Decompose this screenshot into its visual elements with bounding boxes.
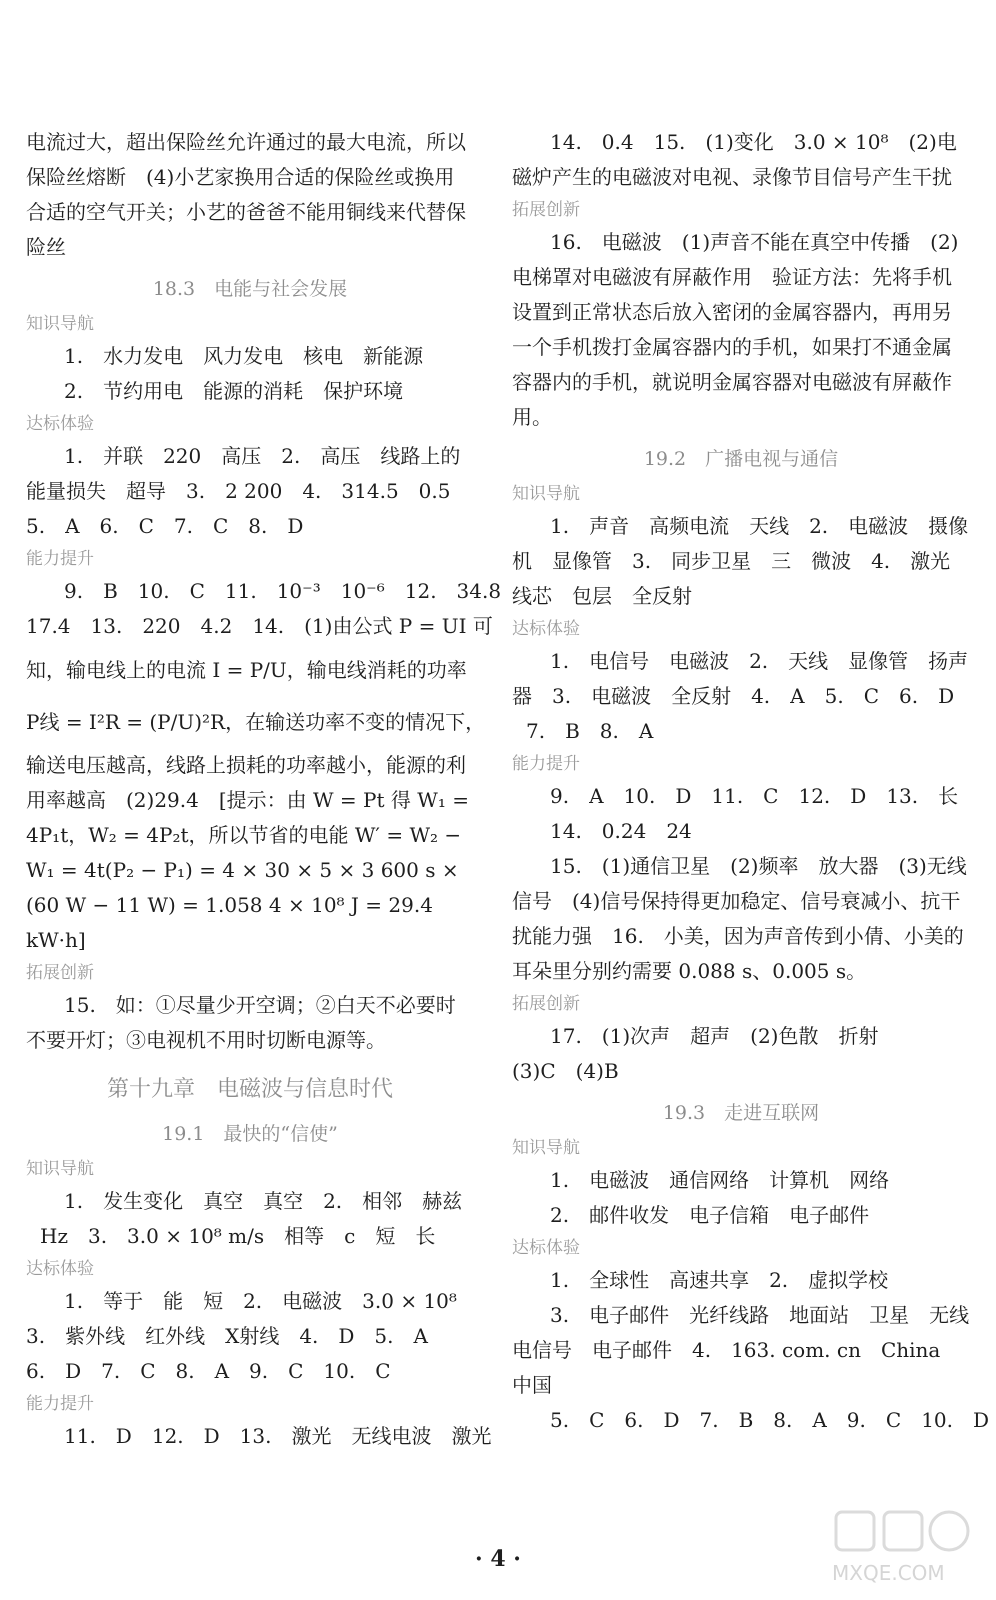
answer-line: 14. 0.24 24 [550, 819, 692, 843]
label-ability-improvement: 能力提升 [26, 549, 94, 569]
section-title-19-3: 19.3 走进互联网 [662, 1102, 820, 1124]
answer-line: 5. A 6. C 7. C 8. D [26, 514, 304, 538]
answer-line: 1. 电磁波 通信网络 计算机 网络 [550, 1168, 890, 1192]
label-extension-innovation: 拓展创新 [26, 963, 94, 983]
label-knowledge-guide: 知识导航 [26, 1159, 94, 1179]
left-column [26, 125, 502, 1454]
label-extension-innovation: 拓展创新 [512, 200, 580, 220]
answer-line: 9. B 10. C 11. 10⁻³ 10⁻⁶ 12. 34.8 [64, 579, 502, 603]
answer-paragraph: 15. 如：①尽量少开空调；②白天不必要时不要开灯；③电视机不用时切断电源等。 [26, 993, 456, 1052]
label-extension-innovation: 拓展创新 [512, 994, 580, 1014]
answer-paragraph: 15. (1)通信卫星 (2)频率 放大器 (3)无线信号 (4)信号保持得更加稳定、信号衰减小、抗干扰能力强 16. 小美，因为声音传到小倩、小美的耳朵里分别约需要 0.088 s、0.005 s。 [512, 854, 967, 983]
right-column [512, 125, 990, 1438]
page-number: · 4 · [475, 1546, 521, 1572]
watermark-logo [828, 1506, 978, 1588]
label-knowledge-guide: 知识导航 [512, 1138, 580, 1158]
section-title-19-2: 19.2 广播电视与通信 [643, 448, 839, 470]
answer-line: (3)C (4)B [512, 1059, 619, 1083]
answer-line: 1. 发生变化 真空 真空 2. 相邻 赫兹 [64, 1189, 463, 1213]
answer-paragraph: 1. 并联 220 高压 2. 高压 线路上的能量损失 超导 3. 2 200 4. 314.5 0.5 [26, 444, 461, 503]
label-standard-practice: 达标体验 [512, 619, 580, 639]
answer-paragraph: 1. 声音 高频电流 天线 2. 电磁波 摄像机 显像管 3. 同步卫星 三 微波 4. 激光 线芯 包层 全反射 [512, 514, 971, 608]
answer-line: 2. 节约用电 能源的消耗 保护环境 [64, 379, 404, 403]
answer-continuation: 电流过大，超出保险丝允许通过的最大电流，所以保险丝熔断 (4)小艺家换用合适的保险丝或换用合适的空气开关；小艺的爸爸不能用铜线来代替保险丝 [26, 130, 466, 259]
answer-paragraph: 1. 电信号 电磁波 2. 天线 显像管 扬声器 3. 电磁波 全反射 4. A 5. C 6. D [512, 649, 969, 708]
answer-line: 1. 水力发电 风力发电 核电 新能源 [64, 344, 424, 368]
answer-line: 17. (1)次声 超声 (2)色散 折射 [550, 1024, 879, 1048]
answer-line: 17.4 13. 220 4.2 14. (1)由公式 P = UI 可 [26, 614, 493, 638]
answer-line: 11. D 12. D 13. 激光 无线电波 激光 [64, 1424, 492, 1448]
chapter-title-19: 第十九章 电磁波与信息时代 [106, 1077, 393, 1102]
section-title-19-1: 19.1 最快的“信使” [162, 1123, 338, 1145]
answer-paragraph: 14. 0.4 15. (1)变化 3.0 × 10⁸ (2)电磁炉产生的电磁波对电视、录像节目信号产生干扰 [512, 130, 957, 189]
label-standard-practice: 达标体验 [26, 1259, 94, 1279]
answer-line: 7. B 8. A [526, 719, 654, 743]
answer-line: 1. 全球性 高速共享 2. 虚拟学校 [550, 1268, 889, 1292]
answer-line: Hz 3. 3.0 × 10⁸ m/s 相等 c 短 长 [40, 1224, 436, 1248]
label-standard-practice: 达标体验 [512, 1238, 580, 1258]
label-ability-improvement: 能力提升 [26, 1394, 94, 1414]
label-knowledge-guide: 知识导航 [26, 314, 94, 334]
answer-paragraph: 3. 电子邮件 光纤线路 地面站 卫星 无线电信号 电子邮件 4. 163. com. cn China 中国 [512, 1303, 970, 1397]
answer-line: 6. D 7. C 8. A 9. C 10. C [26, 1359, 391, 1383]
answer-line: 9. A 10. D 11. C 12. D 13. 长 [550, 784, 959, 808]
answer-line: 1. 等于 能 短 2. 电磁波 3.0 × 10⁸ [64, 1289, 457, 1313]
label-standard-practice: 达标体验 [26, 414, 94, 434]
formula-line: 知，输电线上的电流 I = P/U，输电线消耗的功率 [26, 658, 467, 682]
formula-line: P线 = I²R = (P/U)²R，在输送功率不变的情况下， [26, 710, 486, 734]
section-title-18-3: 18.3 电能与社会发展 [152, 278, 348, 300]
answer-line: 2. 邮件收发 电子信箱 电子邮件 [550, 1203, 870, 1227]
watermark-text: MXQE.COM [832, 1561, 945, 1585]
answer-line: 3. 紫外线 红外线 X射线 4. D 5. A [26, 1324, 428, 1348]
answer-paragraph: 输送电压越高，线路上损耗的功率越小，能源的利用率越高 (2)29.4 [提示：由 W = Pt 得 W₁ = 4P₁t，W₂ = 4P₂t，所以节省的电能 W′ = W₂ − W₁ = 4t(P₂ − P₁) = 4 × 30 × 5 × 3 600 s × (60 W − 11 W) = 1.058 4 × 10⁸ J = 29.4 kW·h] [26, 753, 476, 952]
label-ability-improvement: 能力提升 [512, 754, 580, 774]
label-knowledge-guide: 知识导航 [512, 484, 580, 504]
answer-line: 5. C 6. D 7. B 8. A 9. C 10. D [550, 1408, 990, 1432]
answer-paragraph: 16. 电磁波 (1)声音不能在真空中传播 (2)电梯罩对电磁波有屏蔽作用 验证方法：先将手机设置到正常状态后放入密闭的金属容器内，再用另一个手机拨打金属容器内的手机，如果打不通金属容器内的手机，就说明金属容器对电磁波有屏蔽作用。 [512, 230, 959, 429]
